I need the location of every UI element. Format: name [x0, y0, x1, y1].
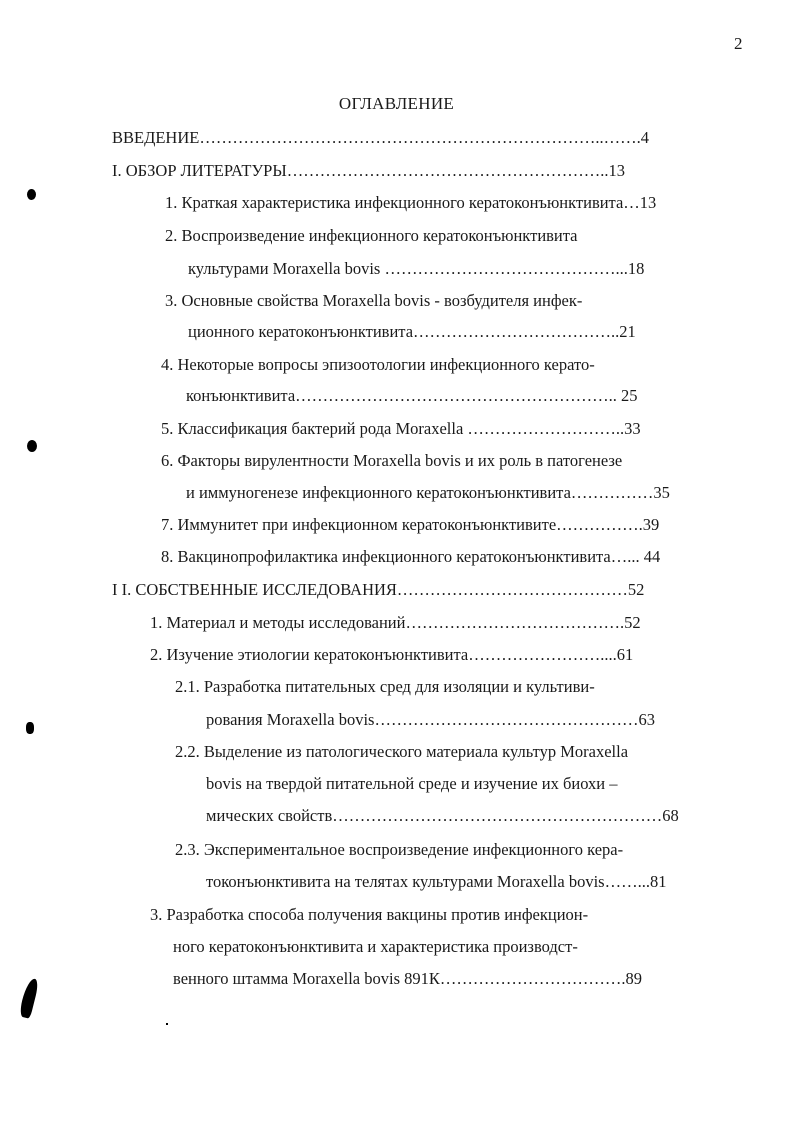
toc-entry-2-1: 1. Материал и методы исследований………………………………….52: [150, 613, 641, 632]
toc-entry-1-8: 8. Вакцинопрофилактика инфекционного кератоконъюнктивита…... 44: [161, 547, 661, 566]
toc-entry-introduction: ВВЕДЕНИЕ………………………………………………………………..…….4: [112, 128, 649, 147]
toc-entry-1-4-cont: конъюнктивита………………………………………………….. 25: [186, 386, 638, 405]
toc-entry-1-2-cont: культурами Moraxella bovis ……………………………………...18: [188, 259, 645, 278]
toc-entry-1-1: 1. Краткая характеристика инфекционного кератоконъюнктивита…13: [165, 193, 657, 212]
toc-entry-2-3-cont: ного кератоконъюнктивита и характеристика производст-: [173, 937, 578, 956]
toc-entry-1-6: 6. Факторы вирулентности Moraxella bovis и их роль в патогенезе: [161, 451, 623, 470]
scan-mark: [18, 977, 39, 1019]
toc-entry-chapter-2: I I. СОБСТВЕННЫЕ ИССЛЕДОВАНИЯ……………………………………52: [112, 580, 645, 599]
toc-entry-2-2-1-cont: рования Moraxella bovis…………………………………………63: [206, 710, 655, 729]
toc-entry-2-2-3-cont: токонъюнктивита на телятах культурами Moraxella bovis……...81: [206, 872, 667, 891]
scan-mark: [166, 1023, 168, 1025]
toc-entry-chapter-1: I. ОБЗОР ЛИТЕРАТУРЫ…………………………………………………..13: [112, 161, 625, 180]
toc-entry-2-3: 3. Разработка способа получения вакцины против инфекцион-: [150, 905, 589, 924]
toc-entry-1-5: 5. Классификация бактерий рода Moraxella ………………………..33: [161, 419, 641, 438]
toc-title: ОГЛАВЛЕНИЕ: [338, 94, 455, 113]
toc-entry-2-3-cont2: венного штамма Moraxella bovis 891К…………………………….89: [173, 969, 643, 988]
page-number: 2: [734, 34, 743, 53]
scan-mark: [27, 440, 37, 452]
toc-entry-1-7: 7. Иммунитет при инфекционном кератоконъюнктивите…………….39: [161, 515, 660, 534]
toc-entry-1-2: 2. Воспроизведение инфекционного кератоконъюнктивита: [165, 226, 578, 245]
scan-mark: [26, 722, 34, 734]
toc-entry-1-4: 4. Некоторые вопросы эпизоотологии инфекционного керато-: [161, 355, 595, 374]
toc-entry-1-6-cont: и иммуногенезе инфекционного кератоконъюнктивита……………35: [186, 483, 670, 502]
scan-mark: [27, 189, 36, 200]
toc-entry-2-2-1: 2.1. Разработка питательных сред для изоляции и культиви-: [175, 677, 595, 696]
toc-entry-2-2-2-cont: bovis на твердой питательной среде и изучение их биохи –: [206, 774, 618, 793]
toc-entry-1-3: 3. Основные свойства Moraxella bovis - возбудителя инфек-: [165, 291, 583, 310]
toc-entry-2-2-3: 2.3. Экспериментальное воспроизведение инфекционного кера-: [175, 840, 624, 859]
toc-entry-2-2: 2. Изучение этиологии кератоконъюнктивита……………………....61: [150, 645, 634, 664]
toc-entry-2-2-2-cont2: мических свойств……………………………………………………68: [206, 806, 679, 825]
toc-entry-1-3-cont: ционного кератоконъюнктивита………………………………..21: [188, 322, 636, 341]
toc-entry-2-2-2: 2.2. Выделение из патологического материала культур Moraxella: [175, 742, 629, 761]
